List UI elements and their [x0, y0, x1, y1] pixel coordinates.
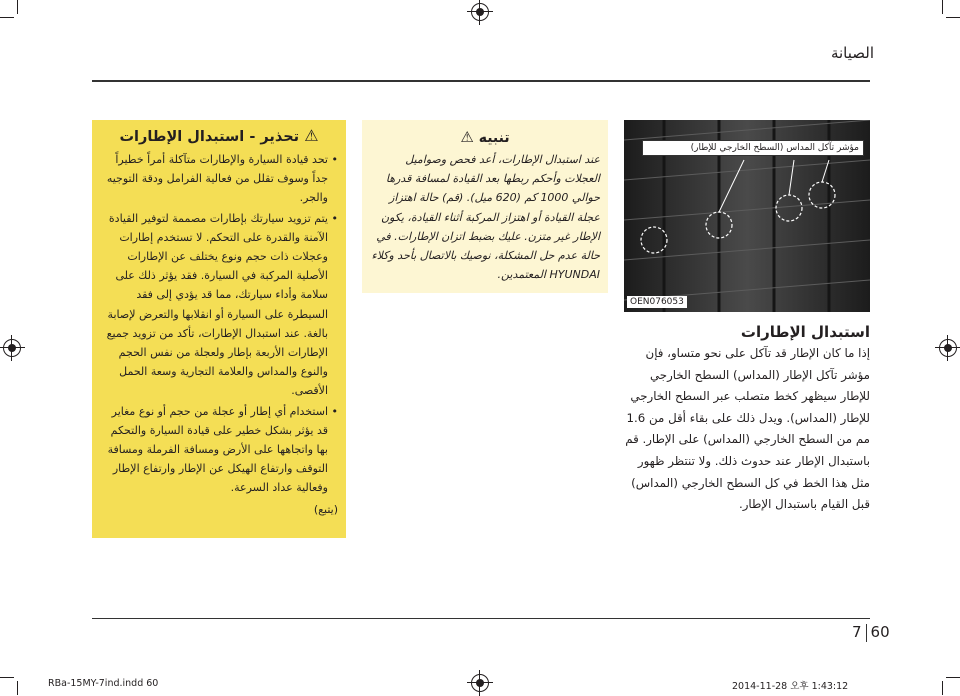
page-number-value: 60: [870, 623, 890, 641]
warning-text: [100, 150, 338, 519]
notice-text: عند استبدال الإطارات، أعد فحص وصواميل العجلات وأحكم ربطها بعد القيادة لمسافة قدرها حوالي 1000 كم (620 ميل). (قم) حالة اهتزاز عجلة القيادة أو اهتزاز المركبة أثناء القيادة، يكون الإطار غير متزن. عليك بضبط اتزان الإطارات. في حالة عدم حل المشكلة، نوصيك بالاتصال بأحد وكلاء HYUNDAI المعتمدين.: [371, 153, 600, 282]
chapter-number: 7: [852, 623, 862, 641]
warning-triangle-icon: ⚠: [304, 126, 319, 145]
registration-mark-bottom: [471, 674, 489, 692]
registration-mark-left: [3, 339, 21, 357]
page-number-divider: [866, 624, 867, 642]
warning-bullet: • استخدام أي إطار أو عجلة من حجم أو نوع مغاير قد يؤثر بشكل خطير على قيادة السيارة والتحكم بها واتجاهها على الأرض ومسافة الفرملة ومسافة التوقف وارتفاع الهيكل عن الإطار وارتفاع الإطار وفعالية عداد السرعة.: [100, 402, 338, 498]
warning-bullet: • تحد قيادة السيارة والإطارات متآكلة أمراً خطيراً جداً وسوف تقلل من فعالية الفرامل ودقة التوجيه والجر.: [100, 150, 338, 208]
crop-mark: [942, 681, 943, 695]
registration-mark-top: [471, 3, 489, 21]
figure-caption: مؤشر تآكل المداس (السطح الخارجي للإطار): [642, 140, 864, 156]
figure-code: OEN076053: [627, 296, 687, 308]
crop-mark: [946, 677, 960, 678]
warning-title: تحذير - استبدال الإطارات: [119, 129, 300, 145]
warning-box: [92, 120, 346, 538]
crop-mark: [17, 0, 18, 14]
warning-bullet: • يتم تزويد سيارتك بإطارات مصممة لتوفير القيادة الآمنة والقدرة على التحكم. لا تستخدم إطارات وعجلات ذات حجم ونوع يختلف عن الإطارات الأصلية المركبة في السيارة. فقد يؤثر ذلك على سلامة وأداء سيارتك، مما قد يؤدي إلى فقد السيطرة على السيارة أو انقلابها والتعرض لإصابة بالغة. عند استبدال الإطارات، تأكد من تزويد جميع الإطارات الأربعة بإطار ولعجلة من نفس الحجم والنوع والمداس والعلامة التجارية وسعة الحمل الأقصى.: [100, 209, 338, 401]
notice-box: [362, 120, 608, 293]
registration-mark-right: [939, 339, 957, 357]
crop-mark: [946, 17, 960, 18]
footer-rule: [92, 618, 870, 619]
crop-mark: [0, 17, 14, 18]
page-number: [852, 623, 890, 642]
continued-label: (يتبع): [313, 502, 338, 516]
crop-mark: [0, 677, 14, 678]
notice-heading: [362, 128, 608, 146]
footer-timestamp: 2014-11-28 오후 1:43:12: [732, 681, 849, 692]
crop-mark: [17, 681, 18, 695]
section-title: الصيانة: [830, 44, 874, 62]
notice-title: تنبيه: [478, 130, 510, 146]
body-paragraph: إذا ما كان الإطار قد تآكل على نحو متساو، فإن مؤشر تآكل الإطار (المداس) السطح الخارجي للإطار سيظهر كخط متصلب عبر السطح الخارجي للإطار (المداس). ويدل ذلك على بقاء أقل من 1.6 مم من السطح الخارجي (المداس) على الإطار. قم باستبدال الإطار عند حدوث ذلك. ولا تنتظر ظهور مثل هذا الخط في كل السطح الخارجي (المداس) قبل القيام باستبدال الإطار.: [625, 346, 870, 512]
header-rule: [92, 80, 870, 82]
caution-triangle-icon: ⚠: [460, 128, 474, 146]
warning-heading: [92, 126, 346, 145]
crop-mark: [942, 0, 943, 14]
footer-filename: RBa-15MY-7ind.indd 60: [48, 678, 159, 689]
section-heading: استبدال الإطارات: [740, 323, 870, 341]
tire-tread-photo: [624, 120, 870, 312]
